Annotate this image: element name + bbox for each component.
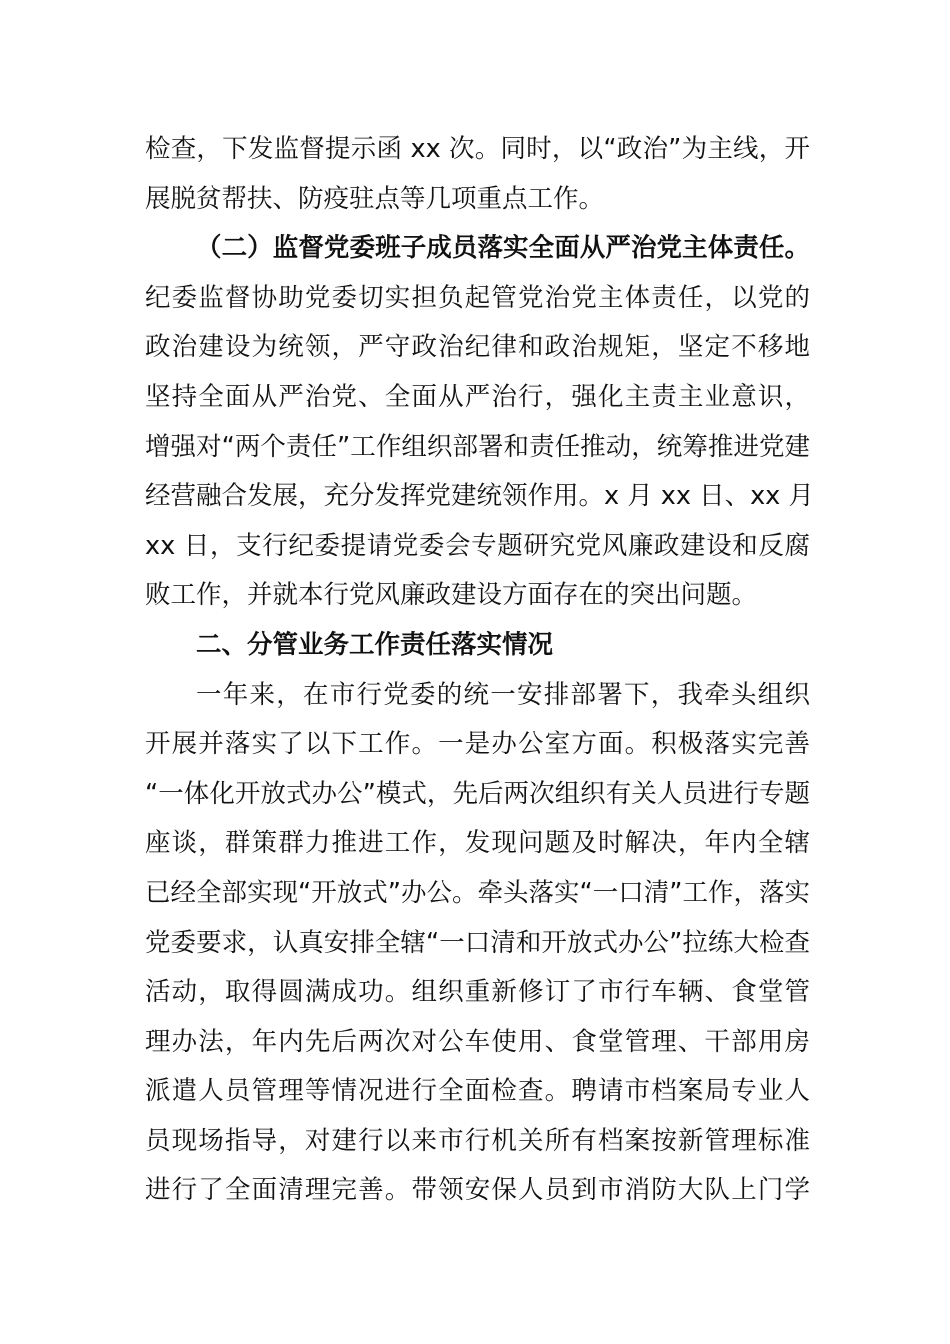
section-heading: 二、分管业务工作责任落实情况 <box>196 629 554 660</box>
text-line: 已经全部实现“开放式”办公。牵头落实“一口清”工作，落实 <box>145 877 810 908</box>
text-line: 进行了全面清理完善。带领安保人员到市消防大队上门学 <box>145 1175 810 1206</box>
text-line: 一年来，在市行党委的统一安排部署下，我牵头组织 <box>196 679 810 710</box>
text-line: 员现场指导，对建行以来市行机关所有档案按新管理标准 <box>145 1125 810 1156</box>
section-subheading: （二）监督党委班子成员落实全面从严治党主体责任。 <box>196 233 810 264</box>
text-line: xx 日，支行纪委提请党委会专题研究党风廉政建设和反腐 <box>145 530 810 561</box>
text-line: 检查，下发监督提示函 xx 次。同时，以“政治”为主线，开 <box>145 134 810 164</box>
text-line: 坚持全面从严治党、全面从严治行，强化主责主业意识， <box>145 381 810 412</box>
text-line: “一体化开放式办公”模式，先后两次组织有关人员进行专题 <box>145 778 810 809</box>
text-line: 活动，取得圆满成功。组织重新修订了市行车辆、食堂管 <box>145 977 810 1008</box>
text-line: 开展并落实了以下工作。一是办公室方面。积极落实完善 <box>145 729 810 760</box>
text-line: 经营融合发展，充分发挥党建统领作用。x 月 xx 日、xx 月 <box>145 481 814 512</box>
text-line: 政治建设为统领，严守政治纪律和政治规矩，坚定不移地 <box>145 332 810 363</box>
text-line: 理办法，年内先后两次对公车使用、食堂管理、干部用房 <box>145 1026 810 1057</box>
text-line: 增强对“两个责任”工作组织部署和责任推动，统筹推进党建 <box>145 431 810 462</box>
text-line: 纪委监督协助党委切实担负起管党治党主体责任，以党的 <box>145 282 810 313</box>
document-body <box>145 125 814 1216</box>
text-line: 展脱贫帮扶、防疫驻点等几项重点工作。 <box>145 183 605 214</box>
text-line: 党委要求，认真安排全辖“一口清和开放式办公”拉练大检查 <box>145 927 810 958</box>
text-line: 座谈，群策群力推进工作，发现问题及时解决，年内全辖 <box>145 828 810 859</box>
text-line: 败工作，并就本行党风廉政建设方面存在的突出问题。 <box>145 580 758 611</box>
text-line: 派遣人员管理等情况进行全面检查。聘请市档案局专业人 <box>145 1076 810 1107</box>
